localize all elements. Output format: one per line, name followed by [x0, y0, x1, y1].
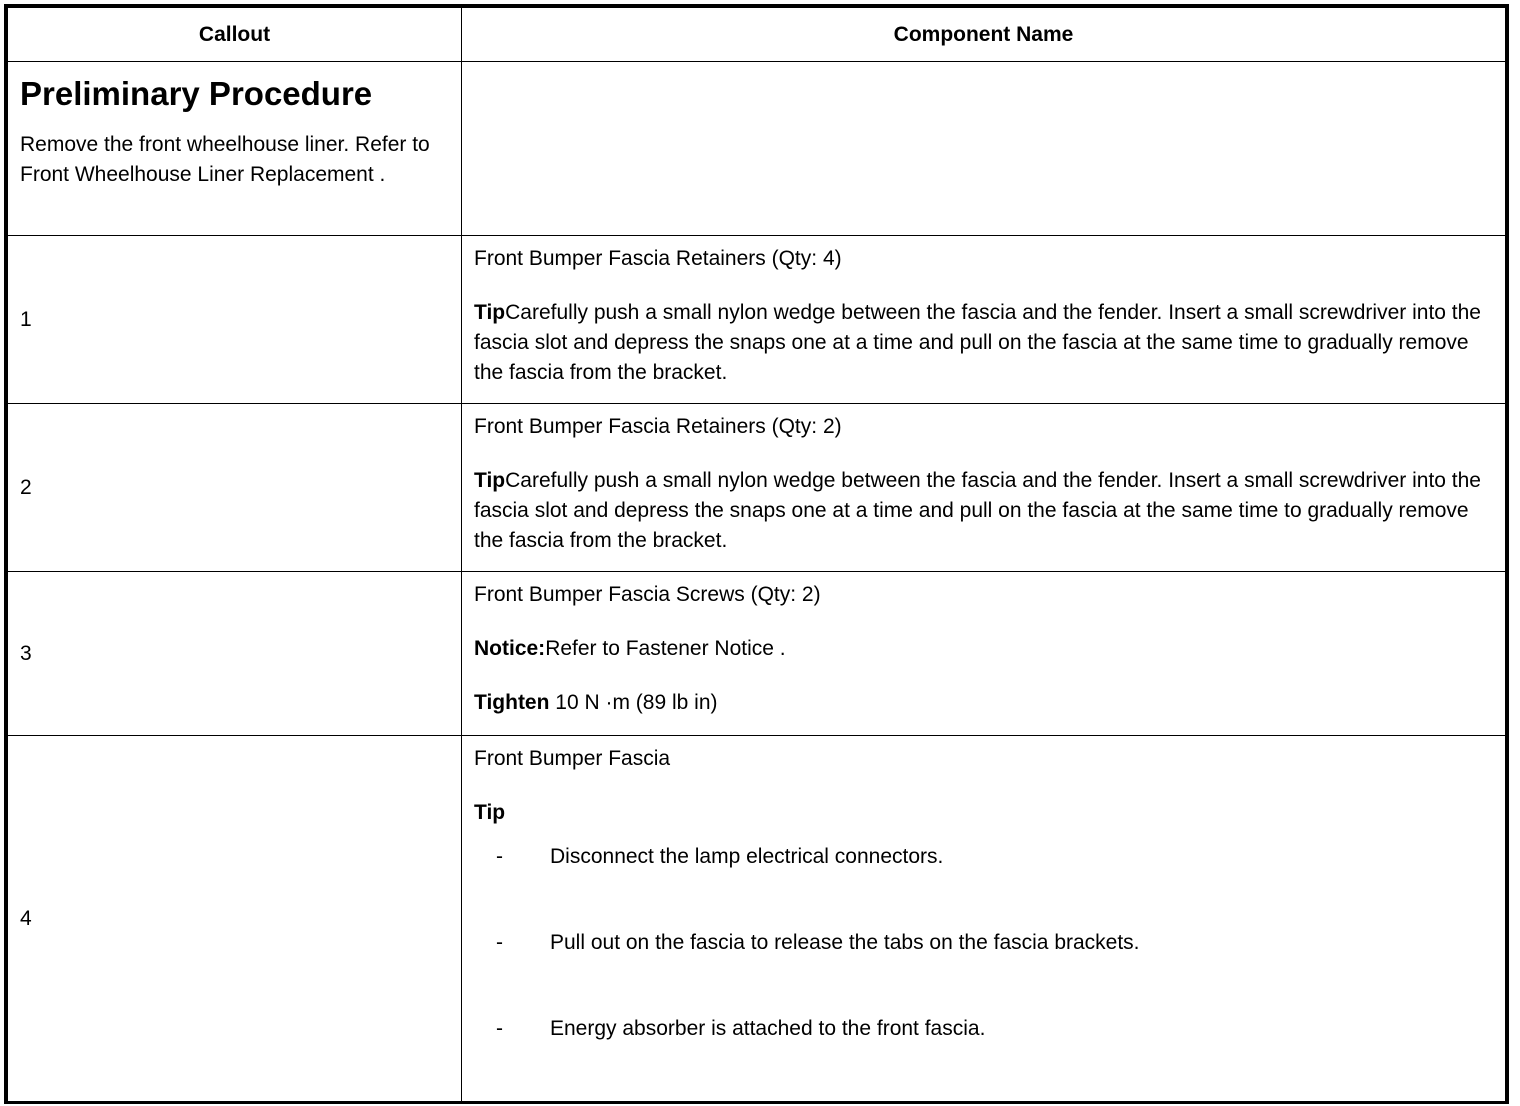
tighten-note [474, 688, 1493, 718]
component-cell [462, 236, 1506, 404]
bullet-dash: - [496, 845, 503, 868]
tip-text: Carefully push a small nylon wedge between the fascia and the fender. Insert a small screwdriver into the fascia slot and depress the snaps one at a time and pull on the fascia at the same time to gradually remove the fascia from the bracket. [474, 469, 1481, 552]
list-item [474, 928, 1493, 958]
notice-note [474, 634, 1493, 664]
preliminary-title: Preliminary Procedure [20, 75, 373, 112]
tip-text: Carefully push a small nylon wedge between the fascia and the fender. Insert a small screwdriver into the fascia slot and depress the snaps one at a time and pull on the fascia at the same time to gradually remove the fascia from the bracket. [474, 301, 1481, 384]
callout-header: Callout [8, 8, 462, 62]
procedure-table-frame [4, 4, 1509, 1104]
bullet-text: Energy absorber is attached to the front fascia. [550, 1017, 986, 1040]
callout-cell: 2 [8, 404, 462, 572]
table-row [8, 572, 1506, 736]
bullet-dash: - [496, 931, 503, 954]
list-item [474, 842, 1493, 872]
component-name: Front Bumper Fascia [474, 747, 671, 770]
preliminary-empty-cell [462, 62, 1506, 236]
list-item [474, 1014, 1493, 1044]
component-name: Front Bumper Fascia Screws (Qty: 2) [474, 583, 821, 606]
component-cell [462, 572, 1506, 736]
notice-text: Refer to Fastener Notice . [545, 637, 786, 660]
tip-note [474, 466, 1493, 556]
component-name: Front Bumper Fascia Retainers (Qty: 2) [474, 415, 842, 438]
callout-cell: 1 [8, 236, 462, 404]
tip-note [474, 298, 1493, 388]
tighten-label: Tighten [474, 691, 550, 714]
callout-cell: 4 [8, 736, 462, 1102]
preliminary-row [8, 62, 1506, 236]
notice-label: Notice: [474, 637, 546, 660]
tip-bullet-list [474, 842, 1493, 1044]
tip-label: Tip [474, 301, 506, 324]
component-name-header: Component Name [462, 8, 1506, 62]
procedure-table [7, 7, 1506, 1102]
tip-label: Tip [474, 469, 506, 492]
bullet-text: Disconnect the lamp electrical connectors. [550, 845, 944, 868]
bullet-dash: - [496, 1017, 503, 1040]
table-row [8, 404, 1506, 572]
preliminary-text: Remove the front wheelhouse liner. Refer to Front Wheelhouse Liner Replacement . [20, 133, 430, 186]
callout-cell: 3 [8, 572, 462, 736]
tip-label: Tip [474, 801, 506, 824]
component-name: Front Bumper Fascia Retainers (Qty: 4) [474, 247, 842, 270]
component-cell [462, 404, 1506, 572]
table-row [8, 736, 1506, 1102]
table-row [8, 236, 1506, 404]
preliminary-cell [8, 62, 462, 236]
table-header-row [8, 8, 1506, 62]
component-cell [462, 736, 1506, 1102]
bullet-text: Pull out on the fascia to release the tabs on the fascia brackets. [550, 931, 1140, 954]
tighten-text: 10 N ·m (89 lb in) [549, 691, 718, 714]
